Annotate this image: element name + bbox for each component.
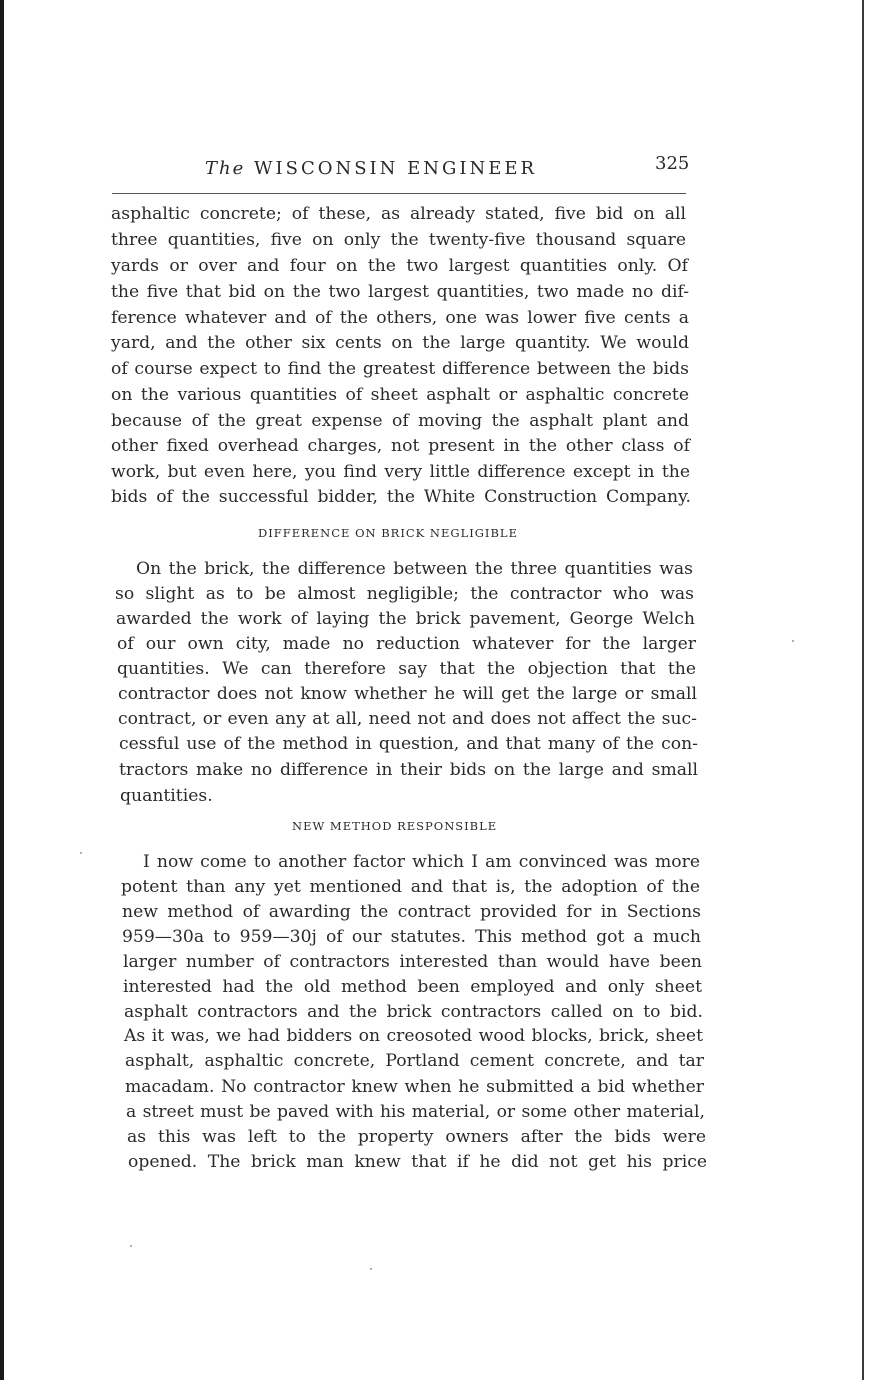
scan-speck	[792, 640, 794, 642]
p3-line-11: a street must be paved with his material, or some other material,	[126, 1102, 705, 1122]
page-number: 325	[655, 153, 690, 174]
p2-line-6: contractor does not know whether he will get the large or small	[118, 684, 697, 704]
p3-line-6: interested had the old method been employed and only sheet	[123, 977, 702, 997]
p1-line-11: work, but even here, you find very little difference except in the	[111, 462, 690, 482]
p1-line-2: three quantities, five on only the twenty-five thousand square	[111, 230, 686, 250]
p1-line-6: yard, and the other six cents on the large quantity. We would	[111, 333, 689, 353]
running-head	[205, 158, 605, 179]
p2-line-2: so slight as to be almost negligible; the contractor who was	[115, 584, 694, 604]
p1-line-12: bids of the successful bidder, the White Construction Company.	[111, 487, 691, 507]
p3-line-13: opened. The brick man knew that if he did not get his price	[128, 1152, 707, 1172]
p3-line-12: as this was left to the property owners after the bids were	[127, 1127, 706, 1147]
scan-speck	[130, 1245, 132, 1247]
p3-line-5: larger number of contractors interested than would have been	[123, 952, 702, 972]
p1-line-3: yards or over and four on the two largest quantities only. Of	[111, 256, 688, 276]
scan-speck	[80, 852, 82, 854]
section-heading-new-method: NEW METHOD RESPONSIBLE	[292, 819, 498, 833]
p2-line-7: contract, or even any at all, need not and does not affect the suc-	[118, 709, 697, 729]
p2-line-1: On the brick, the difference between the three quantities was	[136, 559, 693, 579]
p1-line-7: of course expect to find the greatest difference between the bids	[111, 359, 689, 379]
p2-line-3: awarded the work of laying the brick pavement, George Welch	[116, 609, 695, 629]
p3-line-10: macadam. No contractor knew when he submitted a bid whether	[125, 1077, 704, 1097]
p3-line-4: 959—30a to 959—30j of our statutes. This method got a much	[122, 927, 701, 947]
p1-line-9: because of the great expense of moving the asphalt plant and	[111, 411, 689, 431]
p3-line-3: new method of awarding the contract provided for in Sections	[122, 902, 701, 922]
p3-line-9: asphalt, asphaltic concrete, Portland cement concrete, and tar	[125, 1051, 704, 1071]
p2-line-9: tractors make no difference in their bids on the large and small	[119, 760, 698, 780]
p1-line-1: asphaltic concrete; of these, as already stated, five bid on all	[111, 204, 686, 224]
p3-line-8: As it was, we had bidders on creosoted wood blocks, brick, sheet	[124, 1026, 703, 1046]
p2-line-4: of our own city, made no reduction whatever for the larger	[117, 634, 696, 654]
header-rule	[112, 193, 686, 194]
p2-line-5: quantities. We can therefore say that the objection that the	[117, 659, 696, 679]
p3-line-7: asphalt contractors and the brick contractors called on to bid.	[124, 1002, 703, 1022]
p2-line-8: cessful use of the method in question, and that many of the con-	[119, 734, 698, 754]
p1-line-5: ference whatever and of the others, one was lower five cents a	[111, 308, 689, 328]
p3-line-2: potent than any yet mentioned and that is, the adoption of the	[121, 877, 700, 897]
section-heading-brick: DIFFERENCE ON BRICK NEGLIGIBLE	[258, 526, 518, 540]
p1-line-8: on the various quantities of sheet asphalt or asphaltic concrete	[111, 385, 689, 405]
scan-edge-left	[0, 0, 4, 1380]
p2-line-10: quantities.	[120, 786, 213, 806]
p1-line-10: other fixed overhead charges, not present in the other class of	[111, 436, 690, 456]
p1-line-4: the five that bid on the two largest quantities, two made no dif-	[111, 282, 689, 302]
running-head-the: The	[205, 158, 246, 179]
scan-speck	[370, 1268, 372, 1270]
running-head-title: WISCONSIN ENGINEER	[254, 158, 538, 179]
scan-edge-right	[862, 0, 864, 1380]
p3-line-1: I now come to another factor which I am convinced was more	[143, 852, 700, 872]
